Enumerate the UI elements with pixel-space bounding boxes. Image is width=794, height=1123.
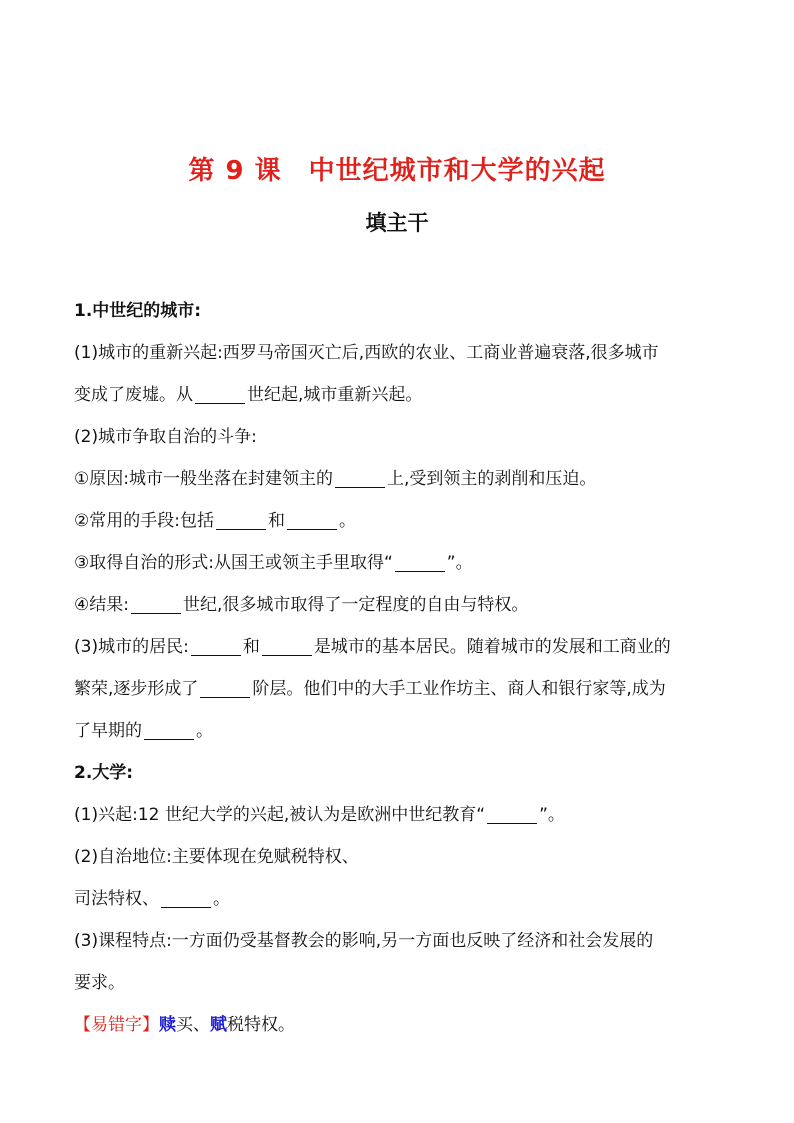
section1-item3: ③取得自治的形式:从国王或领主手里取得“ ”。 [74,553,473,573]
section-subtitle: 填主干 [365,211,429,235]
note-tag: 【易错字】 [74,1015,159,1035]
section1-item1: ①原因:城市一般坐落在封建领主的 上,受到领主的剥削和压迫。 [74,469,597,489]
section2-p3-line2: 要求。 [74,973,125,993]
highlight-char: 赋 [210,1015,227,1035]
section2-heading: 2.大学: [74,763,134,783]
fill-blank[interactable] [191,635,241,656]
section1-p3-line2: 繁荣,逐步形成了 阶层。他们中的大手工业作坊主、商人和银行家等,成为 [74,679,666,699]
section1-p1-line2: 变成了废墟。从 世纪起,城市重新兴起。 [74,385,423,405]
section1-p1-line1: (1)城市的重新兴起:西罗马帝国灭亡后,西欧的农业、工商业普遍衰落,很多城市 [74,343,659,363]
section1-p3-line3: 了早期的 。 [74,721,213,741]
fill-blank[interactable] [287,509,337,530]
section2-p1: (1)兴起:12 世纪大学的兴起,被认为是欧洲中世纪教育“ ”。 [74,805,565,825]
section1-p2: (2)城市争取自治的斗争: [74,427,257,447]
section1-item2: ②常用的手段:包括 和 。 [74,511,356,531]
lesson-title: 第 9 课 中世纪城市和大学的兴起 [188,156,606,186]
section1-item4: ④结果: 世纪,很多城市取得了一定程度的自由与特权。 [74,595,529,615]
section1-heading: 1.中世纪的城市: [74,301,202,321]
fill-blank[interactable] [335,467,385,488]
fill-blank[interactable] [200,677,250,698]
section2-p2-line1: (2)自治地位:主要体现在免赋税特权、 [74,847,359,867]
fill-blank[interactable] [487,803,537,824]
fill-blank[interactable] [262,635,312,656]
fill-blank[interactable] [395,551,445,572]
error-prone-note: 【易错字】赎买、赋税特权。 [74,1015,295,1035]
section1-p3-line1: (3)城市的居民: 和 是城市的基本居民。随着城市的发展和工商业的 [74,637,671,657]
fill-blank[interactable] [216,509,266,530]
highlight-char: 赎 [159,1015,176,1035]
fill-blank[interactable] [195,383,245,404]
section2-p3-line1: (3)课程特点:一方面仍受基督教会的影响,另一方面也反映了经济和社会发展的 [74,931,654,951]
content-body [74,290,724,1046]
fill-blank[interactable] [161,887,211,908]
section2-p2-line2: 司法特权、 。 [74,889,230,909]
fill-blank[interactable] [144,719,194,740]
fill-blank[interactable] [131,593,181,614]
